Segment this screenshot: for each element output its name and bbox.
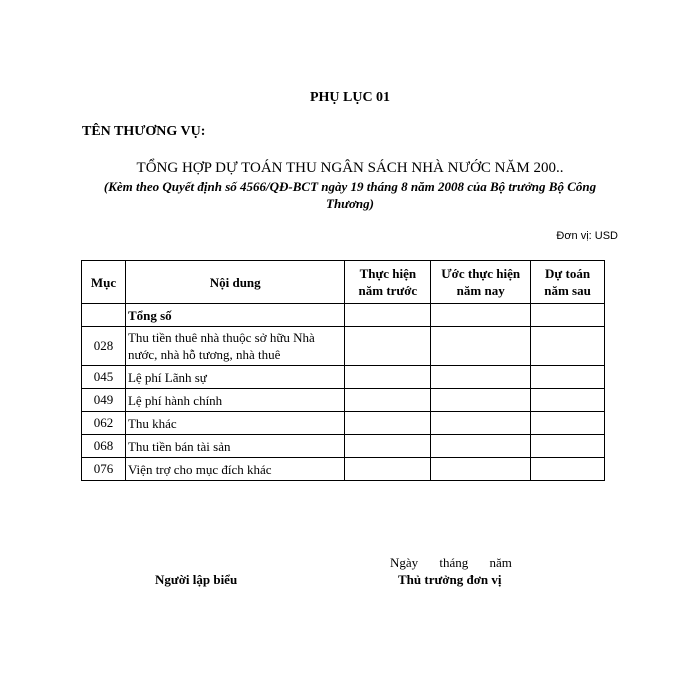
table-row [82,366,605,389]
signer-preparer: Người lập biểu [155,572,238,587]
row-this-year-cell [431,389,531,412]
total-next-year-cell [531,304,605,327]
appendix-label: PHỤ LỤC 01 [309,90,391,105]
row-this-year-cell [431,412,531,435]
total-this-year-cell [431,304,531,327]
row-this-year-cell [431,366,531,389]
row-code: 049 [82,389,126,412]
row-next-year-cell [531,435,605,458]
table-header-row [82,261,605,304]
row-content: Lệ phí Lãnh sự [125,366,344,389]
row-prev-year-cell [345,435,431,458]
document-subtitle: (Kèm theo Quyết định số 4566/QĐ-BCT ngày 19 tháng 8 năm 2008 của Bộ trưởng Bộ Công Thương) [103,179,597,211]
row-next-year-cell [531,366,605,389]
column-header-content: Nội dung [125,261,344,304]
column-header-prev-year: Thực hiện năm trước [345,261,431,304]
table-row [82,412,605,435]
row-this-year-cell [431,435,531,458]
row-next-year-cell [531,412,605,435]
row-next-year-cell [531,389,605,412]
signer-head-of-unit: Thủ trưởng đơn vị [398,572,502,587]
row-next-year-cell [531,458,605,481]
total-prev-year-cell [345,304,431,327]
row-next-year-cell [531,327,605,366]
row-content: Viện trợ cho mục đích khác [125,458,344,481]
budget-table [81,260,605,481]
row-this-year-cell [431,458,531,481]
row-prev-year-cell [345,366,431,389]
row-content: Lệ phí hành chính [125,389,344,412]
date-line: Ngày tháng năm [390,555,512,570]
unit-label: Đơn vị: USD [556,230,618,242]
row-code: 045 [82,366,126,389]
row-prev-year-cell [345,412,431,435]
agency-label: TÊN THƯƠNG VỤ: [82,124,206,139]
table-row [82,327,605,366]
column-header-next-year: Dự toán năm sau [531,261,605,304]
total-label: Tổng số [125,304,344,327]
row-this-year-cell [431,327,531,366]
document-title: TỔNG HỢP DỰ TOÁN THU NGÂN SÁCH NHÀ NƯỚC NĂM 200.. [136,160,564,176]
table-row-total [82,304,605,327]
table-row [82,435,605,458]
row-prev-year-cell [345,327,431,366]
row-code: 062 [82,412,126,435]
column-header-this-year: Ước thực hiện năm nay [431,261,531,304]
table-row [82,458,605,481]
row-code: 068 [82,435,126,458]
row-code: 076 [82,458,126,481]
row-code: 028 [82,327,126,366]
row-content: Thu tiền thuê nhà thuộc sở hữu Nhà nước, nhà hỗ tương, nhà thuê [125,327,344,366]
column-header-code: Mục [82,261,126,304]
row-content: Thu tiền bán tài sản [125,435,344,458]
total-code-cell [82,304,126,327]
table-row [82,389,605,412]
row-prev-year-cell [345,389,431,412]
row-prev-year-cell [345,458,431,481]
row-content: Thu khác [125,412,344,435]
